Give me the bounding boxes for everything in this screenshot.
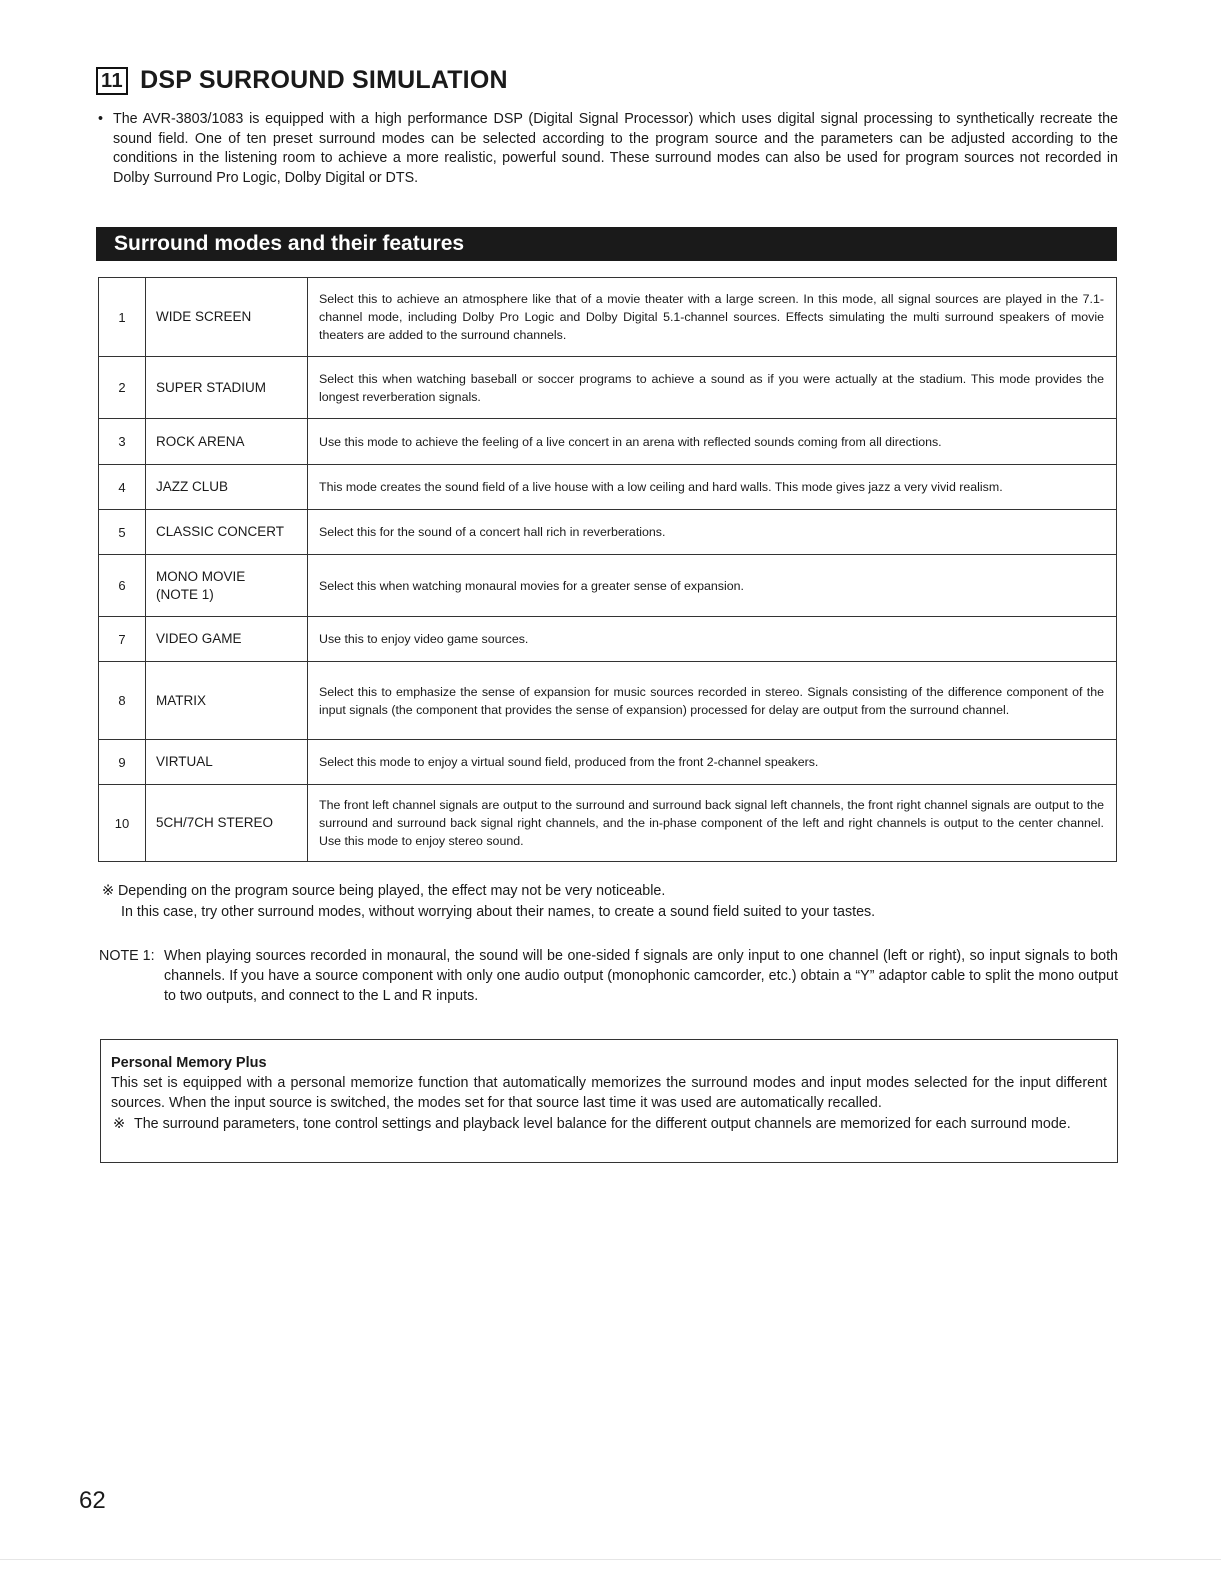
section-title: DSP SURROUND SIMULATION: [140, 66, 508, 94]
note-1-text: When playing sources recorded in monaural, the sound will be one-sided f signals are only input to one channel (left or right), so input signals to both channels. If you have a source component with only one audio output (monophonic camcorder, etc.) obtain a “Y” adaptor cable to split the mono output to two outputs, and connect to the L and R inputs.: [164, 948, 1118, 1004]
page-bottom-divider: [0, 1559, 1221, 1560]
table-row: [99, 555, 1117, 617]
page-number: 62: [79, 1487, 106, 1514]
table-row: [99, 357, 1117, 419]
mode-name: MONO MOVIE: [156, 568, 246, 584]
mode-number: 10: [99, 785, 146, 862]
bullet-icon: •: [98, 111, 104, 127]
section-heading: [96, 66, 508, 95]
mode-description: Select this to achieve an atmosphere like that of a movie theater with a large screen. In this mode, all signal sources are played in the 7.1-channel mode, including Dolby Pro Logic and Dolby Digital 5.1-channel sources. Effects simulating the multi surround speakers of movie theaters are added to the surround channels.: [308, 278, 1117, 357]
mode-name: VIDEO GAME: [146, 617, 308, 662]
table-row: [99, 419, 1117, 465]
table-row: [99, 278, 1117, 357]
mode-number: 1: [99, 278, 146, 357]
mode-name: SUPER STADIUM: [146, 357, 308, 419]
mode-description: Use this mode to achieve the feeling of a live concert in an arena with reflected sounds coming from all directions.: [308, 419, 1117, 465]
mode-number: 9: [99, 740, 146, 785]
mode-description: Select this to emphasize the sense of expansion for music sources recorded in stereo. Signals consisting of the difference component of the input signals (the component that provides the sense of expansion) processed for delay are output from the surround channel.: [308, 662, 1117, 740]
mode-description: This mode creates the sound field of a live house with a low ceiling and hard walls. This mode gives jazz a very vivid realism.: [308, 465, 1117, 510]
table-row: [99, 617, 1117, 662]
mode-name: ROCK ARENA: [146, 419, 308, 465]
reference-mark-icon: ※: [113, 1116, 125, 1132]
personal-memory-note-text: The surround parameters, tone control settings and playback level balance for the different output channels are memorized for each surround mode.: [134, 1116, 1071, 1132]
mode-name-note: (NOTE 1): [156, 586, 214, 602]
mode-number: 4: [99, 465, 146, 510]
table-row: [99, 510, 1117, 555]
mode-name: MATRIX: [146, 662, 308, 740]
intro-text: The AVR-3803/1083 is equipped with a high performance DSP (Digital Signal Processor) which uses digital signal processing to synthetically recreate the sound field. One of ten preset surround modes can be selected according to the program source and the parameters can be adjusted according to the conditions in the listening room to achieve a more realistic, powerful sound. These surround modes can also be used for program sources not recorded in Dolby Surround Pro Logic, Dolby Digital or DTS.: [113, 111, 1118, 186]
table-row: [99, 785, 1117, 862]
table-row: [99, 740, 1117, 785]
mode-name: WIDE SCREEN: [146, 278, 308, 357]
mode-number: 3: [99, 419, 146, 465]
surround-modes-table: [98, 277, 1117, 862]
effect-note-line1: ※ Depending on the program source being played, the effect may not be very noticeable.: [102, 883, 666, 899]
mode-description: Use this to enjoy video game sources.: [308, 617, 1117, 662]
mode-name: CLASSIC CONCERT: [146, 510, 308, 555]
effect-note: [102, 881, 1118, 922]
mode-number: 7: [99, 617, 146, 662]
mode-name-cell: [146, 555, 308, 617]
mode-name: JAZZ CLUB: [146, 465, 308, 510]
table-banner: Surround modes and their features: [96, 227, 1117, 261]
mode-description: Select this when watching monaural movies for a greater sense of expansion.: [308, 555, 1117, 617]
personal-memory-body: This set is equipped with a personal memorize function that automatically memorizes the surround modes and input modes selected for the input different sources. When the input source is switched, the modes set for that source last time it was used are automatically recalled.: [111, 1075, 1107, 1111]
mode-name: VIRTUAL: [146, 740, 308, 785]
mode-number: 5: [99, 510, 146, 555]
personal-memory-note: [111, 1115, 1107, 1133]
personal-memory-title: Personal Memory Plus: [111, 1055, 267, 1071]
table-row: [99, 662, 1117, 740]
mode-description: Select this for the sound of a concert hall rich in reverberations.: [308, 510, 1117, 555]
mode-number: 6: [99, 555, 146, 617]
effect-note-line2: In this case, try other surround modes, without worrying about their names, to create a sound field suited to your tastes.: [121, 903, 876, 920]
mode-description: The front left channel signals are output to the surround and surround back signal left channels, the front right channel signals are output to the surround and surround back signal right channels, and the in-phase component of the left and right channels is output to the center channel. Use this mode to enjoy stereo sound.: [308, 785, 1117, 862]
mode-description: Select this when watching baseball or soccer programs to achieve a sound as if you were actually at the stadium. This mode provides the longest reverberation signals.: [308, 357, 1117, 419]
note-1: [99, 946, 1118, 1006]
note-1-label: NOTE 1:: [99, 948, 155, 964]
mode-number: 2: [99, 357, 146, 419]
personal-memory-box: [100, 1039, 1118, 1163]
table-row: [99, 465, 1117, 510]
mode-description: Select this mode to enjoy a virtual sound field, produced from the front 2-channel speakers.: [308, 740, 1117, 785]
intro-paragraph: [96, 110, 1118, 188]
mode-name: 5CH/7CH STEREO: [146, 785, 308, 862]
mode-number: 8: [99, 662, 146, 740]
section-number: 11: [96, 67, 128, 95]
